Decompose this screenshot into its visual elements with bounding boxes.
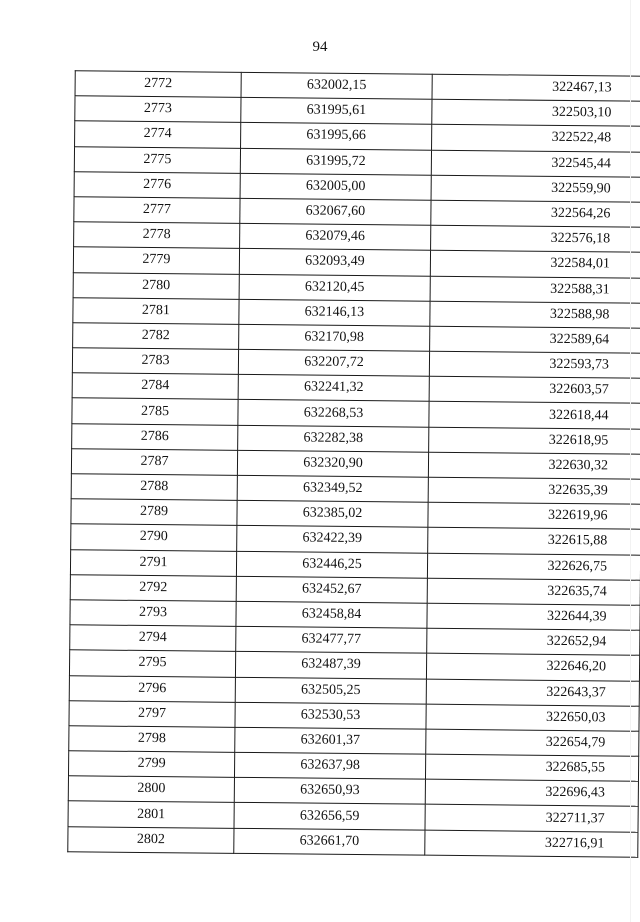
x-coordinate-cell: 632093,49 bbox=[239, 249, 430, 276]
y-coordinate-cell: 322643,37 bbox=[426, 679, 639, 706]
y-coordinate-cell: 322584,01 bbox=[430, 251, 640, 278]
x-coordinate-cell: 631995,66 bbox=[241, 123, 432, 150]
y-coordinate-cell: 322588,98 bbox=[430, 301, 640, 328]
point-number-cell: 2784 bbox=[72, 373, 238, 400]
y-coordinate-cell: 322716,91 bbox=[425, 830, 638, 857]
x-coordinate-cell: 632477,77 bbox=[236, 626, 427, 653]
x-coordinate-cell: 632505,25 bbox=[235, 677, 426, 704]
y-coordinate-cell: 322646,20 bbox=[426, 653, 639, 680]
x-coordinate-cell: 632452,67 bbox=[236, 576, 427, 603]
x-coordinate-cell: 632422,39 bbox=[237, 526, 428, 553]
y-coordinate-cell: 322503,10 bbox=[432, 99, 640, 126]
point-number-cell: 2785 bbox=[72, 398, 238, 425]
x-coordinate-cell: 631995,72 bbox=[240, 148, 431, 175]
y-coordinate-cell: 322593,73 bbox=[429, 351, 640, 378]
page-number: 94 bbox=[312, 39, 328, 55]
point-number-cell: 2781 bbox=[73, 297, 239, 324]
point-number-cell: 2802 bbox=[68, 826, 234, 853]
x-coordinate-cell: 632661,70 bbox=[234, 828, 425, 855]
y-coordinate-cell: 322467,13 bbox=[432, 74, 640, 101]
y-coordinate-cell: 322696,43 bbox=[425, 779, 638, 806]
y-coordinate-cell: 322619,96 bbox=[428, 502, 640, 529]
x-coordinate-cell: 632487,39 bbox=[235, 652, 426, 679]
y-coordinate-cell: 322522,48 bbox=[432, 125, 640, 152]
x-coordinate-cell: 632530,53 bbox=[235, 702, 426, 729]
x-coordinate-cell: 632385,02 bbox=[237, 501, 428, 528]
y-coordinate-cell: 322654,79 bbox=[426, 729, 639, 756]
point-number-cell: 2797 bbox=[69, 700, 235, 727]
point-number-cell: 2774 bbox=[75, 121, 241, 148]
point-number-cell: 2786 bbox=[72, 423, 238, 450]
y-coordinate-cell: 322564,26 bbox=[431, 200, 640, 227]
y-coordinate-cell: 322635,39 bbox=[428, 477, 640, 504]
point-number-cell: 2787 bbox=[71, 449, 237, 476]
y-coordinate-cell: 322644,39 bbox=[427, 603, 640, 630]
y-coordinate-cell: 322615,88 bbox=[428, 528, 640, 555]
x-coordinate-cell: 632241,32 bbox=[238, 375, 429, 402]
y-coordinate-cell: 322635,74 bbox=[427, 578, 640, 605]
x-coordinate-cell: 632268,53 bbox=[238, 400, 429, 427]
point-number-cell: 2776 bbox=[74, 172, 240, 199]
y-coordinate-cell: 322545,44 bbox=[431, 150, 640, 177]
point-number-cell: 2778 bbox=[74, 222, 240, 249]
y-coordinate-cell: 322685,55 bbox=[425, 754, 638, 781]
x-coordinate-cell: 632650,93 bbox=[234, 778, 425, 805]
y-coordinate-cell: 322652,94 bbox=[427, 628, 640, 655]
x-coordinate-cell: 632170,98 bbox=[239, 324, 430, 351]
point-number-cell: 2801 bbox=[68, 801, 234, 828]
point-number-cell: 2777 bbox=[74, 197, 240, 224]
x-coordinate-cell: 632005,00 bbox=[240, 173, 431, 200]
x-coordinate-cell: 632120,45 bbox=[239, 274, 430, 301]
x-coordinate-cell: 632002,15 bbox=[241, 72, 432, 99]
y-coordinate-cell: 322626,75 bbox=[427, 553, 640, 580]
point-number-cell: 2791 bbox=[70, 549, 236, 576]
point-number-cell: 2783 bbox=[72, 348, 238, 375]
x-coordinate-cell: 631995,61 bbox=[241, 98, 432, 125]
coordinates-table-body bbox=[68, 71, 640, 857]
x-coordinate-cell: 632146,13 bbox=[239, 299, 430, 326]
point-number-cell: 2796 bbox=[69, 675, 235, 702]
point-number-cell: 2775 bbox=[74, 146, 240, 173]
point-number-cell: 2773 bbox=[75, 96, 241, 123]
point-number-cell: 2780 bbox=[73, 272, 239, 299]
point-number-cell: 2794 bbox=[70, 625, 236, 652]
x-coordinate-cell: 632079,46 bbox=[240, 223, 431, 250]
x-coordinate-cell: 632349,52 bbox=[237, 475, 428, 502]
y-coordinate-cell: 322589,64 bbox=[430, 326, 640, 353]
point-number-cell: 2772 bbox=[75, 71, 241, 98]
point-number-cell: 2790 bbox=[71, 524, 237, 551]
point-number-cell: 2800 bbox=[68, 776, 234, 803]
coordinates-table bbox=[67, 70, 640, 857]
x-coordinate-cell: 632601,37 bbox=[235, 727, 426, 754]
y-coordinate-cell: 322559,90 bbox=[431, 175, 640, 202]
x-coordinate-cell: 632446,25 bbox=[236, 551, 427, 578]
x-coordinate-cell: 632656,59 bbox=[234, 803, 425, 830]
point-number-cell: 2788 bbox=[71, 474, 237, 501]
y-coordinate-cell: 322630,32 bbox=[428, 452, 640, 479]
point-number-cell: 2793 bbox=[70, 600, 236, 627]
table-row bbox=[68, 826, 638, 857]
y-coordinate-cell: 322618,95 bbox=[429, 427, 640, 454]
x-coordinate-cell: 632637,98 bbox=[234, 752, 425, 779]
y-coordinate-cell: 322711,37 bbox=[425, 805, 638, 832]
x-coordinate-cell: 632458,84 bbox=[236, 601, 427, 628]
point-number-cell: 2799 bbox=[68, 751, 234, 778]
y-coordinate-cell: 322650,03 bbox=[426, 704, 639, 731]
point-number-cell: 2795 bbox=[69, 650, 235, 677]
y-coordinate-cell: 322618,44 bbox=[429, 402, 640, 429]
x-coordinate-cell: 632282,38 bbox=[238, 425, 429, 452]
page-edge-line bbox=[630, 0, 631, 922]
point-number-cell: 2782 bbox=[73, 323, 239, 350]
point-number-cell: 2789 bbox=[71, 499, 237, 526]
y-coordinate-cell: 322576,18 bbox=[431, 225, 640, 252]
x-coordinate-cell: 632067,60 bbox=[240, 198, 431, 225]
x-coordinate-cell: 632320,90 bbox=[237, 450, 428, 477]
x-coordinate-cell: 632207,72 bbox=[238, 349, 429, 376]
point-number-cell: 2792 bbox=[70, 575, 236, 602]
y-coordinate-cell: 322603,57 bbox=[429, 376, 640, 403]
point-number-cell: 2779 bbox=[73, 247, 239, 274]
y-coordinate-cell: 322588,31 bbox=[430, 276, 640, 303]
point-number-cell: 2798 bbox=[69, 726, 235, 753]
